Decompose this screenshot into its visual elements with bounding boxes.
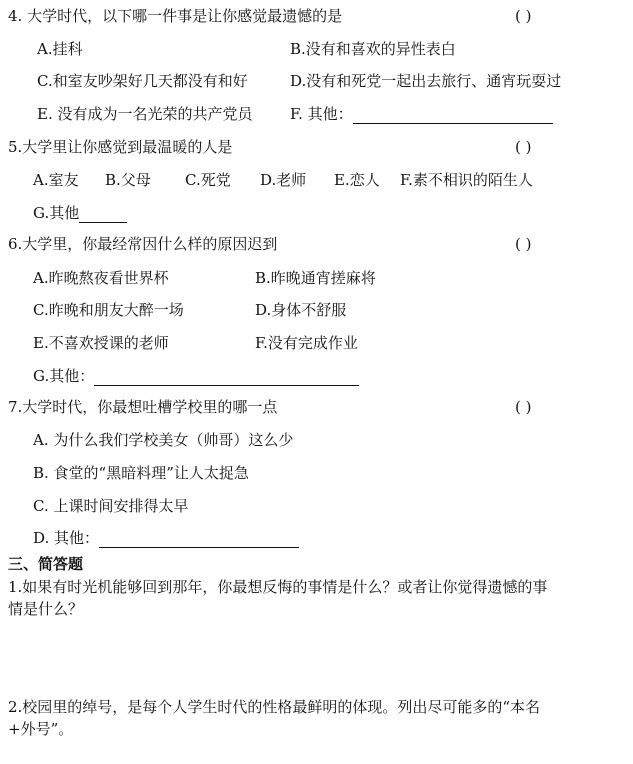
- q6-option-g: [33, 366, 359, 386]
- q6-option-g-label: G.其他：: [33, 367, 95, 385]
- q7-answer-paren: ( ): [515, 398, 532, 416]
- q7-option-d: [33, 528, 299, 548]
- q4-option-b: B.没有和喜欢的异性表白: [290, 40, 456, 58]
- q5-option-c: C.死党: [185, 171, 231, 189]
- q4-option-e: E. 没有成为一名光荣的共产党员: [37, 105, 253, 123]
- q5-answer-paren: ( ): [515, 138, 532, 156]
- q5-option-g: [33, 203, 127, 223]
- q6-option-a: A.昨晚熬夜看世界杯: [33, 269, 169, 287]
- short-q1-line1: 1.如果有时光机能够回到那年，你最想反悔的事情是什么？或者让你觉得遗憾的事: [8, 578, 548, 596]
- short-q1-line2: 情是什么？: [8, 600, 84, 618]
- q6-option-b: B.昨晚通宵搓麻将: [255, 269, 376, 287]
- short-q2-line1: 2.校园里的绰号，是每个人学生时代的性格最鲜明的体现。列出尽可能多的“本名: [8, 698, 540, 716]
- q5-option-g-label: G.其他: [33, 204, 80, 222]
- q4-answer-paren: ( ): [515, 7, 532, 25]
- section-heading: 三、简答题: [8, 555, 84, 573]
- q6-option-f: F.没有完成作业: [255, 334, 358, 352]
- q7-other-blank[interactable]: [99, 532, 299, 548]
- q5-title: 5.大学里让你感觉到最温暖的人是: [8, 138, 233, 156]
- q5-option-a: A.室友: [33, 171, 79, 189]
- q4-option-f-label: F. 其他：: [290, 105, 353, 123]
- q5-option-d: D.老师: [260, 171, 307, 189]
- q5-option-b: B.父母: [105, 171, 151, 189]
- q7-option-d-label: D. 其他：: [33, 529, 100, 547]
- q5-option-f: F.素不相识的陌生人: [400, 171, 533, 189]
- q4-title: 4. 大学时代，以下哪一件事是让你感觉最遗憾的是: [8, 7, 343, 25]
- q6-answer-paren: ( ): [515, 235, 532, 253]
- q6-title: 6.大学里，你最经常因什么样的原因迟到: [8, 235, 278, 253]
- q4-option-a: A.挂科: [37, 40, 83, 58]
- q4-option-d: D.没有和死党一起出去旅行、通宵玩耍过: [290, 72, 562, 90]
- q6-option-c: C.昨晚和朋友大醉一场: [33, 301, 184, 319]
- q5-other-blank[interactable]: [79, 207, 127, 223]
- q6-option-e: E.不喜欢授课的老师: [33, 334, 169, 352]
- q7-title: 7.大学时代，你最想吐槽学校里的哪一点: [8, 398, 278, 416]
- q7-option-b: B. 食堂的“黑暗料理”让人太捉急: [33, 464, 249, 482]
- q5-option-e: E.恋人: [334, 171, 380, 189]
- q7-option-a: A. 为什么我们学校美女（帅哥）这么少: [33, 431, 294, 449]
- short-q2-line2: +外号”。: [8, 720, 74, 738]
- q6-option-d: D.身体不舒服: [255, 301, 347, 319]
- q4-option-c: C.和室友吵架好几天都没有和好: [37, 72, 248, 90]
- q6-other-blank[interactable]: [94, 370, 359, 386]
- q4-option-f: [290, 104, 553, 124]
- q4-other-blank[interactable]: [353, 108, 553, 124]
- q7-option-c: C. 上课时间安排得太早: [33, 497, 189, 515]
